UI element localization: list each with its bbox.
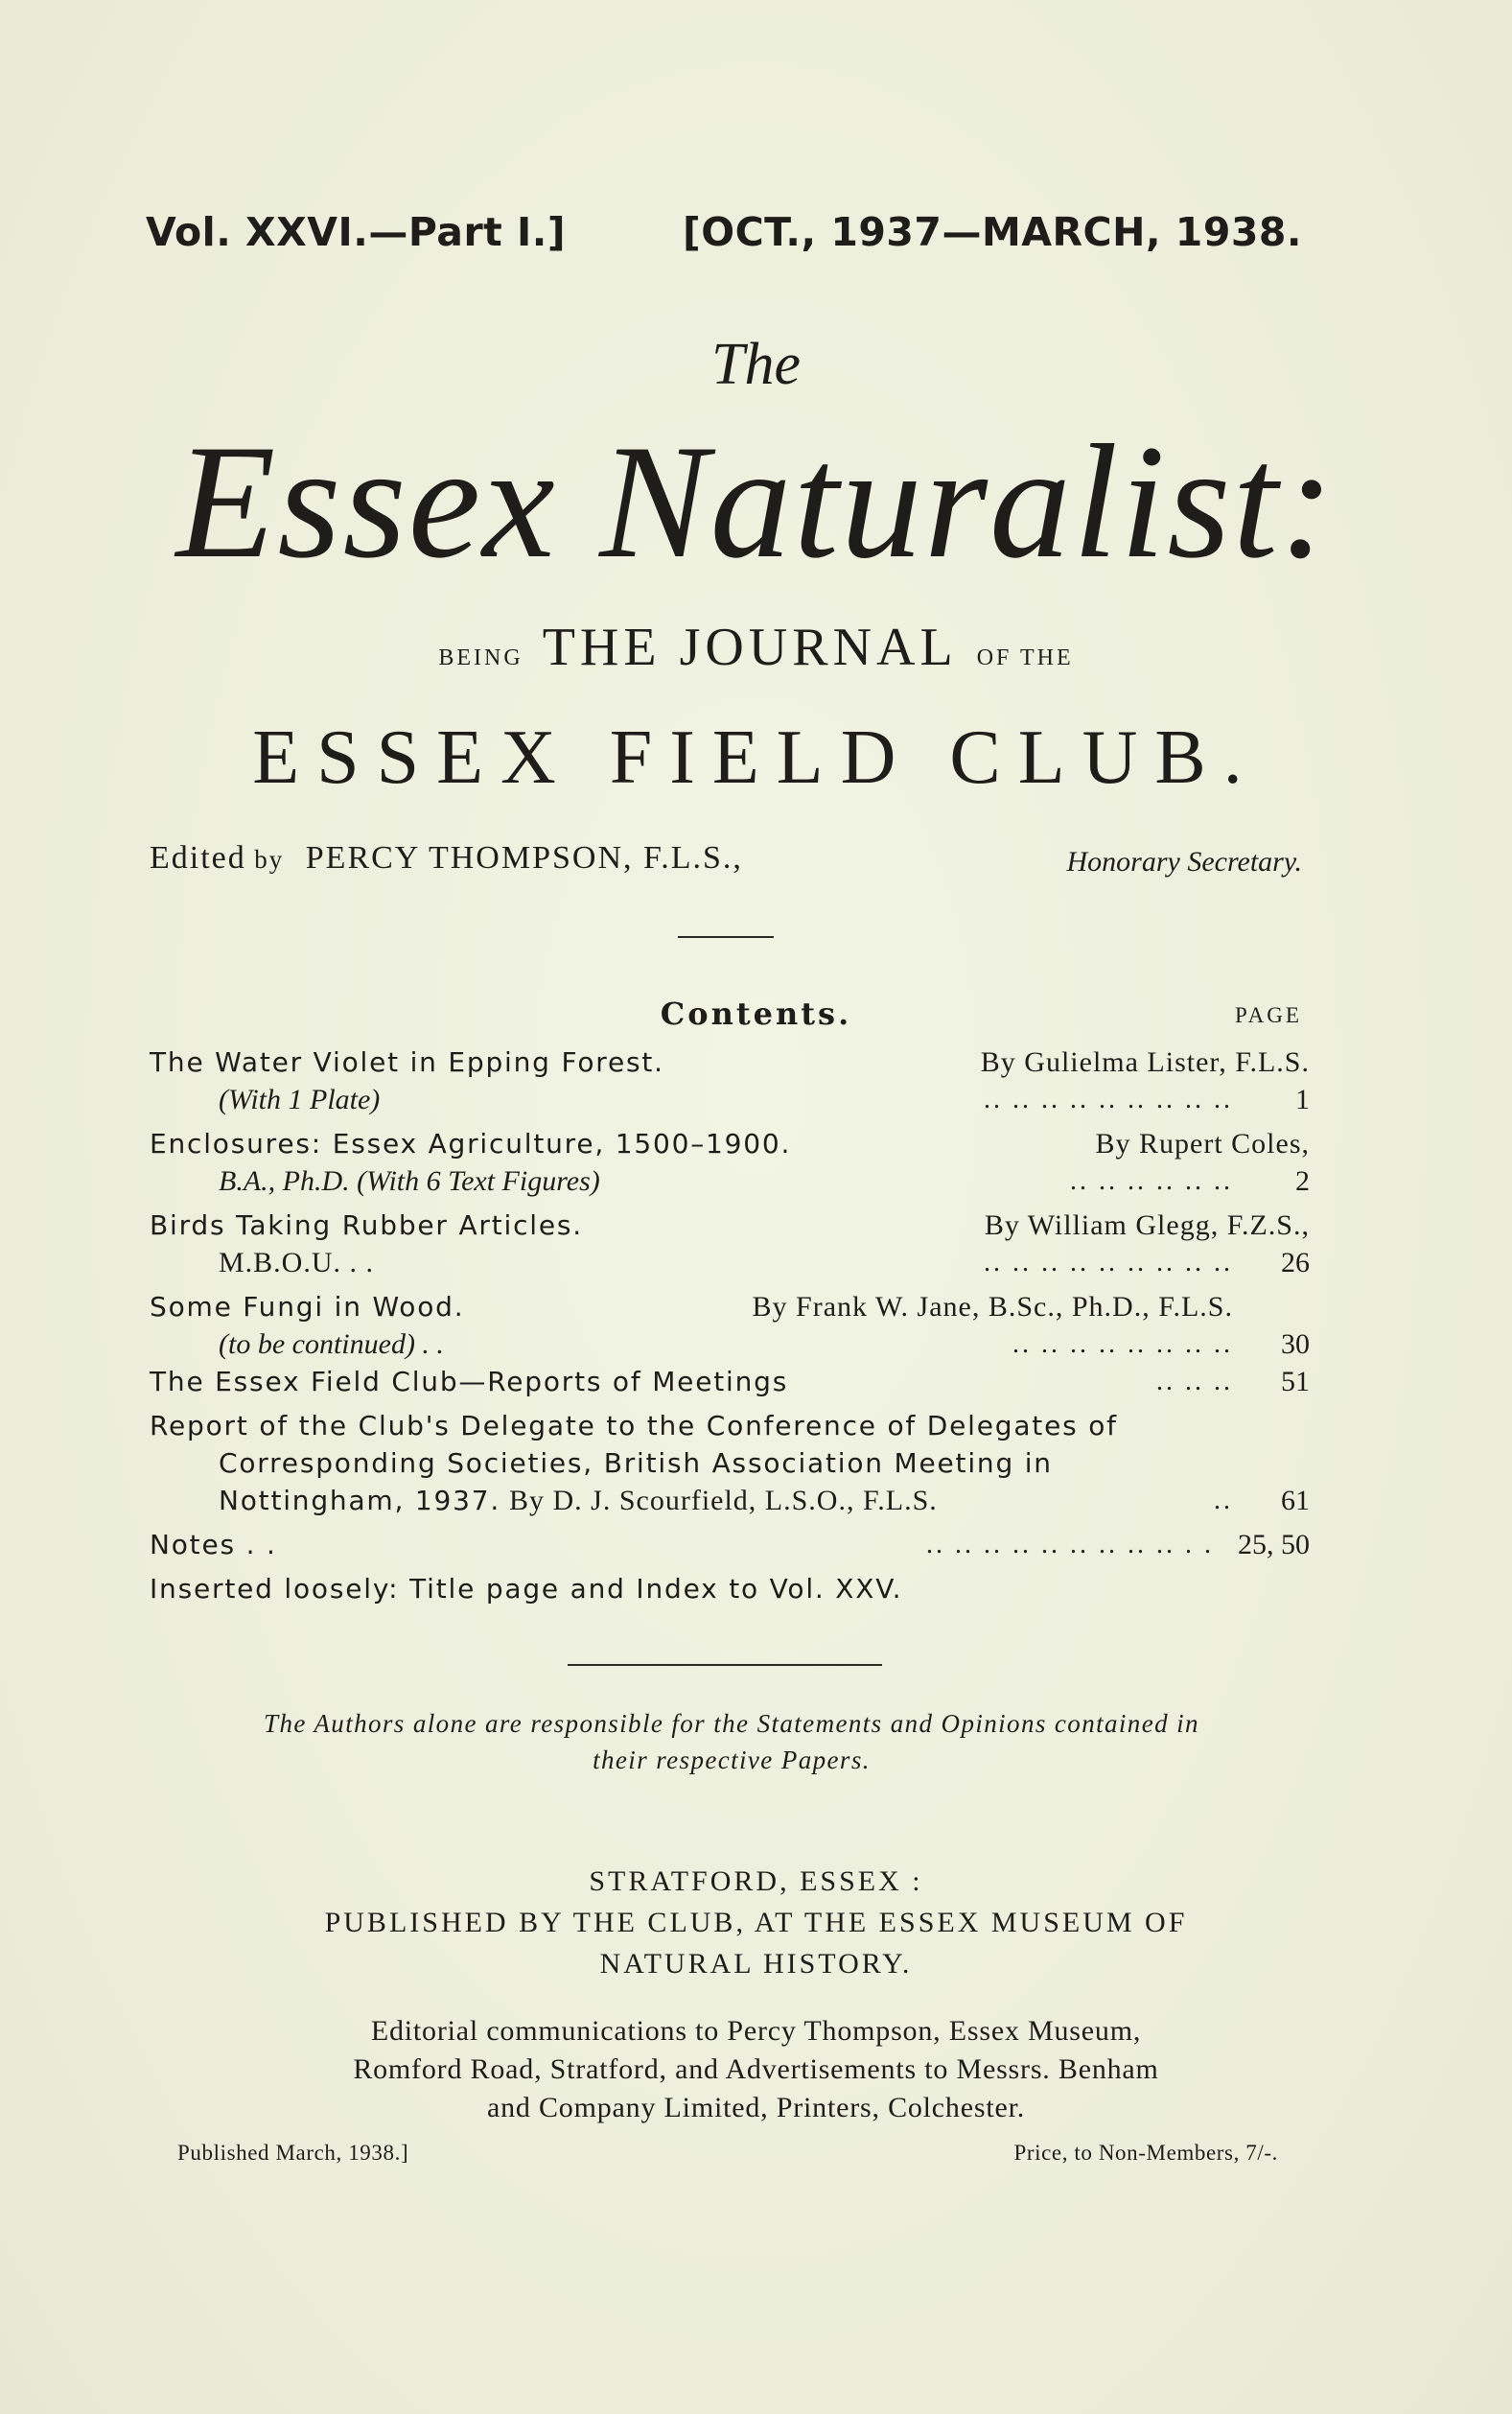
entry-page: 26: [1281, 1247, 1310, 1278]
entry-title: Notes . .: [150, 1529, 277, 1560]
club-name: ESSEX FIELD CLUB.: [252, 715, 1260, 800]
by-word: by: [254, 845, 285, 874]
price: Price, to Non-Members, 7/-.: [1013, 2141, 1278, 2165]
contents-heading: Contents.: [660, 996, 852, 1032]
subtitle-line: [0, 617, 1512, 678]
entry-author: By D. J. Scourfield, L.S.O., F.L.S.: [508, 1485, 938, 1516]
date-range: [OCT., 1937—MARCH, 1938.: [683, 209, 1302, 255]
leader-dots: .. .. .. .. .. .. .. .. .. . .: [926, 1530, 1214, 1559]
entry-title: Some Fungi in Wood.: [150, 1291, 465, 1323]
divider-bottom: [568, 1664, 882, 1666]
entry-title-cont: Nottingham, 1937.: [219, 1485, 501, 1516]
editor-role: Honorary Secretary.: [1066, 846, 1302, 878]
leader-dots: .. .. ..: [1156, 1367, 1233, 1396]
toc-entry: [150, 1043, 1310, 1118]
entry-note: M.B.O.U. . .: [219, 1247, 375, 1278]
disclaimer-line: their respective Papers.: [593, 1746, 871, 1774]
editorial-line: and Company Limited, Printers, Colchester.: [486, 2092, 1026, 2123]
entry-page: 2: [1295, 1165, 1310, 1197]
toc-entry: [150, 1125, 1310, 1200]
journal-title: Essex Naturalist:: [175, 411, 1337, 592]
entry-author: By Frank W. Jane, B.Sc., Ph.D., F.L.S.: [752, 1291, 1233, 1323]
toc-entry: [150, 1570, 1310, 1607]
edited-word: Edited: [150, 840, 246, 876]
leader-dots: ..: [1214, 1486, 1233, 1515]
editorial-line: Romford Road, Stratford, and Advertisements to Messrs. Benham: [353, 2053, 1159, 2085]
table-of-contents: [150, 1043, 1310, 1607]
publisher-line: NATURAL HISTORY.: [599, 1948, 913, 1980]
publisher-line: STRATFORD, ESSEX :: [589, 1865, 923, 1897]
divider-top: [678, 936, 774, 938]
entry-author: By Gulielma Lister, F.L.S.: [980, 1046, 1310, 1078]
published-date: Published March, 1938.]: [177, 2141, 409, 2165]
toc-entry: [150, 1288, 1310, 1363]
title-the: The: [711, 332, 801, 397]
leader-dots: .. .. .. .. .. .. .. ..: [1012, 1329, 1233, 1359]
volume-label: Vol. XXVI.—Part I.]: [146, 209, 567, 255]
toc-entry: [150, 1363, 1310, 1400]
entry-author: By William Glegg, F.Z.S.,: [984, 1209, 1310, 1241]
entry-title: Enclosures: Essex Agriculture, 1500–1900.: [150, 1128, 792, 1160]
entry-note: (With 1 Plate): [219, 1084, 381, 1115]
entry-page: 51: [1281, 1366, 1310, 1397]
entry-note: B.A., Ph.D. (With 6 Text Figures): [219, 1165, 600, 1197]
editor-name: PERCY THOMPSON, F.L.S.,: [305, 840, 743, 876]
entry-title: Report of the Club's Delegate to the Conference of Delegates of: [150, 1410, 1118, 1441]
publisher-block: [0, 1861, 1512, 1984]
editorial-line: Editorial communications to Percy Thompson, Essex Museum,: [370, 2015, 1142, 2047]
publisher-line: PUBLISHED BY THE CLUB, AT THE ESSEX MUSEUM OF: [324, 1907, 1188, 1938]
toc-entry: [150, 1407, 1310, 1519]
entry-page: 30: [1281, 1328, 1310, 1360]
disclaimer-line: The Authors alone are responsible for the Statements and Opinions contained in: [264, 1709, 1199, 1738]
disclaimer: [153, 1705, 1310, 1778]
entry-page: 25, 50: [1238, 1529, 1310, 1560]
the-journal: THE JOURNAL: [542, 618, 958, 677]
entry-page: 1: [1295, 1084, 1310, 1115]
volume-header: [146, 209, 1315, 255]
being-word: BEING: [438, 645, 523, 670]
toc-entry: [150, 1526, 1310, 1563]
leader-dots: .. .. .. .. .. ..: [1070, 1166, 1233, 1196]
entry-page: 61: [1281, 1485, 1310, 1516]
of-the-words: OF THE: [976, 645, 1074, 670]
page-column-label: PAGE: [1235, 1003, 1302, 1027]
entry-title: Birds Taking Rubber Articles.: [150, 1209, 583, 1241]
entry-title: The Essex Field Club—Reports of Meetings: [150, 1366, 789, 1397]
leader-dots: .. .. .. .. .. .. .. .. ..: [984, 1248, 1233, 1277]
entry-author: By Rupert Coles,: [1095, 1128, 1310, 1160]
editorial-block: [0, 2012, 1512, 2127]
leader-dots: .. .. .. .. .. .. .. .. ..: [984, 1085, 1233, 1114]
toc-entry: [150, 1207, 1310, 1281]
editor-line: [150, 840, 1310, 877]
entry-title-cont: Corresponding Societies, British Association Meeting in: [219, 1447, 1053, 1479]
entry-title: The Water Violet in Epping Forest.: [150, 1046, 664, 1078]
entry-title: Inserted loosely: Title page and Index to Vol. XXV.: [150, 1573, 903, 1605]
entry-note: (to be continued) . .: [219, 1328, 444, 1360]
